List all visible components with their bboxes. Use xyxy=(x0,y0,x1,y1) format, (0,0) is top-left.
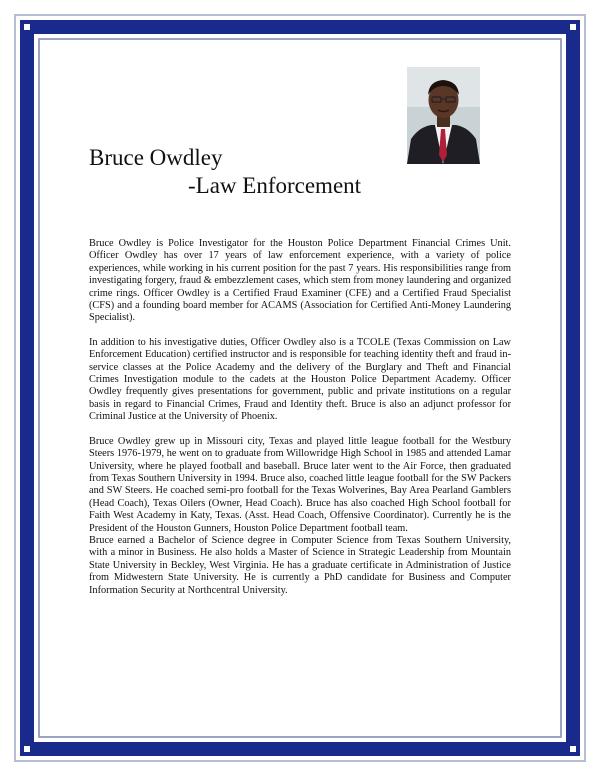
profile-title: -Law Enforcement xyxy=(188,173,362,198)
border-corner-top-right xyxy=(566,20,580,34)
border-corner-top-left xyxy=(20,20,34,34)
biography xyxy=(89,238,511,609)
bio-paragraph-1: Bruce Owdley is Police Investigator for the Houston Police Department Financial Crimes Unit. Officer Owdley has over 17 years of law enforcement experience, with a variety of police experiences, while working in his current position for the past 7 years. His responsibilities range from investigating forgery, fraud & embezzlement cases, which stem from money laundering and organized crime rings. Officer Owdley is a Certified Fraud Examiner (CFE) and a Certified Fraud Specialist (CFS) and a founding board member for ACAMS (Association for Certified Anti-Money Laundering Specialist). xyxy=(89,238,511,324)
bio-paragraph-4: Bruce earned a Bachelor of Science degree in Computer Science from Texas Southern University, with a minor in Business. He also holds a Master of Science in Strategic Leadership from Mountain State University in Beckley, West Virginia. He has a graduate certificate in Administration of Justice from Midwestern State University. He is currently a PhD candidate for Business and Computer Information Security at Northcentral University. xyxy=(89,534,511,596)
profile-name: Bruce Owdley xyxy=(89,145,223,170)
portrait-photo xyxy=(407,67,480,164)
portrait-illustration xyxy=(407,67,480,164)
border-corner-bottom-left xyxy=(20,742,34,756)
border-corner-bottom-right xyxy=(566,742,580,756)
bio-paragraph-3: Bruce Owdley grew up in Missouri city, Texas and played little league football for the Westbury Steers 1976-1979, he went on to graduate from Willowridge High School in 1985 and attended Lamar University, where he played football and baseball. Bruce later went to the Air Force, then graduated from Texas Southern University in 1994. Bruce also, coached little league football for the SW Packers and SW Steers. He coached semi-pro football for the Texas Wolverines, Bay Area Pearland Gamblers (Head Coach), Texas Oilers (Owner, Head Coach). Bruce has also coached High School football for Faith West Academy in Katy, Texas. (Asst. Head Coach, Offensive Coordinator). Currently he is the President of the Houston Gunners, Houston Police Department football team. xyxy=(89,435,511,534)
bio-paragraph-2: In addition to his investigative duties, Officer Owdley also is a TCOLE (Texas Commission on Law Enforcement Education) certified instructor and is responsible for teaching identity theft and fraud in-service classes at the Police Academy and the delivery of the Burglary and Theft and Financial Crimes Investigation module to the cadets at the Houston Police Department Academy. Officer Owdley frequently gives presentations for government, public and private institutions on a regular basis in regard to Financial Crimes, Fraud and Identity theft. Bruce is also an adjunct professor for Criminal Justice at the University of Phoenix. xyxy=(89,336,511,423)
